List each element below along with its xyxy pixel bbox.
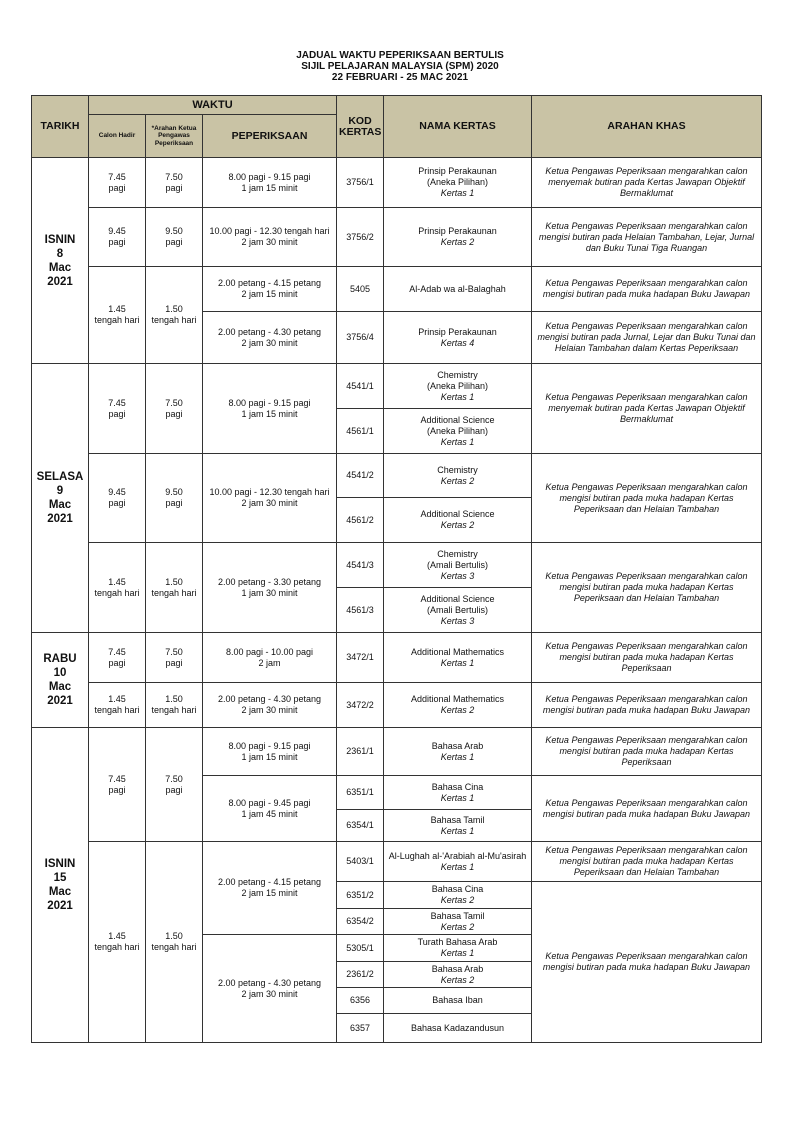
kod-kertas-cell: 3756/2	[337, 208, 384, 267]
date-cell	[32, 364, 89, 633]
cell-text: (Amali Bertulis)	[426, 559, 488, 570]
cell-text: Kertas 3	[440, 615, 475, 626]
cell-text: pagi	[165, 498, 183, 508]
date-cell	[32, 633, 89, 728]
arahan-khas-cell: Ketua Pengawas Peperiksaan mengarahkan calon mengisi butiran pada muka hadapan Kertas Peperiksaan dan Helaian Tambahan	[532, 454, 762, 543]
cell-text: 2.00 petang - 4.30 petang	[217, 977, 322, 988]
table-cell	[146, 683, 203, 728]
cell-text: Kertas 1	[440, 751, 475, 762]
table-cell	[384, 312, 532, 364]
table-cell	[384, 842, 532, 882]
cell-text: 1.50	[165, 304, 183, 314]
table-cell	[203, 158, 337, 208]
cell-text: 1.50	[165, 931, 183, 941]
arahan-khas-cell: Ketua Pengawas Peperiksaan mengarahkan calon mengisi butiran pada muka hadapan Buku Jawapan	[532, 882, 762, 1043]
kod-kertas-cell: 3756/4	[337, 312, 384, 364]
nama-kertas-cell: Al-Adab wa al-Balaghah	[384, 267, 532, 312]
cell-text: 7.50	[165, 773, 183, 784]
kod-kertas-cell: 4541/2	[337, 454, 384, 498]
table-cell	[384, 208, 532, 267]
table-cell	[384, 935, 532, 962]
table-cell	[203, 842, 337, 935]
cell-text: tengah hari	[151, 705, 197, 715]
table-cell	[203, 633, 337, 683]
table-cell	[384, 683, 532, 728]
cell-text: pagi	[108, 498, 126, 508]
cell-text: Kertas 1	[440, 948, 475, 958]
table-row	[32, 543, 762, 588]
kod-kertas-cell: 6351/2	[337, 882, 384, 909]
kod-kertas-cell: 4561/2	[337, 498, 384, 543]
cell-text: RABU	[43, 653, 77, 665]
cell-text: Bahasa Arab	[431, 740, 484, 751]
cell-text: Kertas 2	[440, 895, 475, 905]
arahan-khas-cell: Ketua Pengawas Peperiksaan mengarahkan calon menyemak butiran pada Kertas Jawapan Objektif Bermaklumat	[532, 158, 762, 208]
cell-text: tengah hari	[94, 315, 140, 325]
table-cell	[146, 454, 203, 543]
table-row	[32, 158, 762, 208]
kod-kertas-cell: 4561/1	[337, 409, 384, 454]
cell-text: 2 jam 30 minit	[241, 237, 298, 247]
cell-text: 2.00 petang - 3.30 petang	[217, 576, 322, 587]
table-cell	[89, 158, 146, 208]
table-cell	[203, 728, 337, 776]
cell-text: Kertas 1	[440, 391, 475, 402]
table-cell	[89, 842, 146, 1043]
table-cell	[203, 208, 337, 267]
cell-text: 2.00 petang - 4.15 petang	[217, 877, 322, 887]
cell-text: Kertas 4	[440, 337, 475, 348]
cell-text: Kertas 2	[440, 475, 475, 486]
nama-kertas-cell: Bahasa Kadazandusun	[384, 1014, 532, 1043]
cell-text: 2.00 petang - 4.15 petang	[217, 278, 322, 288]
cell-text: 8.00 pagi - 9.15 pagi	[228, 397, 311, 408]
cell-text: pagi	[165, 657, 183, 668]
cell-text: 8	[56, 247, 64, 260]
kod-kertas-cell: 4561/3	[337, 588, 384, 633]
table-cell	[384, 728, 532, 776]
arahan-khas-cell: Ketua Pengawas Peperiksaan mengarahkan calon mengisi butiran pada muka hadapan Kertas Peperiksaan dan Helaian Tambahan	[532, 842, 762, 882]
cell-text: 2021	[47, 695, 73, 707]
table-cell	[146, 364, 203, 454]
header-arahan-ketua: *Arahan Ketua Pengawas Peperiksaan	[146, 115, 203, 158]
kod-kertas-cell: 3472/1	[337, 633, 384, 683]
table-cell	[203, 267, 337, 312]
kod-kertas-cell: 3756/1	[337, 158, 384, 208]
cell-text: (Aneka Pilihan)	[426, 425, 489, 436]
table-cell	[146, 267, 203, 364]
exam-timetable	[31, 95, 762, 1043]
cell-text: 2.00 petang - 4.30 petang	[217, 694, 322, 704]
cell-text: Chemistry	[437, 548, 478, 559]
cell-text: 10.00 pagi - 12.30 tengah hari	[209, 226, 330, 236]
kod-kertas-cell: 5405	[337, 267, 384, 312]
cell-text: Bahasa Tamil	[430, 910, 485, 921]
arahan-khas-cell: Ketua Pengawas Peperiksaan mengarahkan calon mengisi butiran pada muka hadapan Buku Jawapan	[532, 267, 762, 312]
cell-text: Kertas 2	[440, 921, 475, 932]
cell-text: pagi	[165, 784, 183, 795]
table-cell	[146, 842, 203, 1043]
table-cell	[203, 683, 337, 728]
kod-kertas-cell: 6357	[337, 1014, 384, 1043]
table-cell	[384, 909, 532, 935]
table-cell	[203, 454, 337, 543]
table-row	[32, 633, 762, 683]
cell-text: Chemistry	[437, 464, 478, 475]
cell-text: Chemistry	[437, 369, 478, 380]
cell-text: 1 jam 15 minit	[241, 751, 298, 762]
cell-text: ISNIN	[44, 233, 76, 246]
cell-text: Additional Mathematics	[410, 694, 505, 704]
cell-text: (Aneka Pilihan)	[426, 380, 489, 391]
table-cell	[384, 962, 532, 988]
cell-text: Kertas 1	[440, 792, 475, 803]
cell-text: 8.00 pagi - 9.15 pagi	[228, 171, 311, 182]
cell-text: 1 jam 15 minit	[241, 182, 298, 193]
header-waktu: WAKTU	[89, 96, 337, 115]
cell-text: 1.50	[165, 576, 183, 587]
cell-text: 2.00 petang - 4.30 petang	[217, 326, 322, 337]
table-cell	[89, 633, 146, 683]
date-cell	[32, 728, 89, 1043]
cell-text: Bahasa Tamil	[430, 814, 485, 825]
cell-text: 1.45	[108, 931, 126, 941]
table-row	[32, 208, 762, 267]
kod-kertas-cell: 5403/1	[337, 842, 384, 882]
cell-text: pagi	[165, 182, 183, 193]
cell-text: 1.50	[165, 694, 183, 704]
cell-text: 2 jam 30 minit	[241, 988, 298, 999]
title-line-1: JADUAL WAKTU PEPERIKSAAN BERTULIS	[296, 50, 504, 61]
cell-text: Kertas 1	[440, 188, 475, 198]
header-nama-kertas: NAMA KERTAS	[384, 96, 532, 158]
cell-text: Bahasa Cina	[431, 884, 484, 894]
table-cell	[384, 409, 532, 454]
cell-text: 2 jam 15 minit	[241, 289, 298, 299]
kod-kertas-cell: 6354/2	[337, 909, 384, 935]
cell-text: (Aneka Pilihan)	[426, 177, 489, 187]
table-cell	[203, 312, 337, 364]
cell-text: tengah hari	[151, 942, 197, 952]
cell-text: 8.00 pagi - 9.15 pagi	[228, 740, 311, 751]
kod-kertas-cell: 2361/1	[337, 728, 384, 776]
cell-text: tengah hari	[94, 705, 140, 715]
cell-text: Kertas 1	[440, 436, 475, 447]
arahan-khas-cell: Ketua Pengawas Peperiksaan mengarahkan calon mengisi butiran pada Jurnal, Lejar dan Buku Tunai dan Helaian Tambahan dalam Kertas Peperiksaan	[532, 312, 762, 364]
table-cell	[146, 543, 203, 633]
table-row	[32, 842, 762, 882]
table-cell	[89, 454, 146, 543]
table-cell	[384, 158, 532, 208]
cell-text: Additional Science	[420, 414, 495, 425]
kod-kertas-cell: 4541/1	[337, 364, 384, 409]
cell-text: 2 jam	[258, 657, 281, 668]
title-line-2: SIJIL PELAJARAN MALAYSIA (SPM) 2020	[301, 61, 499, 72]
title-line-3: 22 FEBRUARI - 25 MAC 2021	[331, 72, 469, 83]
kod-kertas-cell: 3472/2	[337, 683, 384, 728]
arahan-khas-cell: Ketua Pengawas Peperiksaan mengarahkan calon mengisi butiran pada muka hadapan Kertas Peperiksaan	[532, 728, 762, 776]
cell-text: 2021	[47, 900, 73, 912]
cell-text: pagi	[165, 237, 183, 247]
cell-text: pagi	[108, 182, 126, 193]
cell-text: 9.45	[108, 487, 126, 497]
cell-text: 7.45	[108, 397, 126, 408]
cell-text: 1.45	[108, 304, 126, 314]
kod-kertas-cell: 2361/2	[337, 962, 384, 988]
cell-text: 7.45	[108, 773, 126, 784]
cell-text: 15	[53, 872, 67, 884]
table-cell	[89, 543, 146, 633]
table-cell	[89, 364, 146, 454]
table-cell	[89, 683, 146, 728]
kod-kertas-cell: 6354/1	[337, 810, 384, 842]
cell-text: Additional Mathematics	[410, 646, 505, 657]
table-cell	[384, 810, 532, 842]
table-row	[32, 267, 762, 312]
cell-text: 7.50	[165, 171, 183, 182]
kod-kertas-cell: 4541/3	[337, 543, 384, 588]
cell-text: 8.00 pagi - 9.45 pagi	[228, 797, 311, 808]
cell-text: Kertas 2	[440, 237, 475, 247]
cell-text: 2 jam 30 minit	[241, 337, 298, 348]
table-row	[32, 728, 762, 776]
table-cell	[146, 208, 203, 267]
cell-text: tengah hari	[151, 315, 197, 325]
table-cell	[146, 633, 203, 683]
cell-text: 10.00 pagi - 12.30 tengah hari	[209, 487, 330, 497]
arahan-khas-cell: Ketua Pengawas Peperiksaan mengarahkan calon mengisi butiran pada muka hadapan Kertas Peperiksaan	[532, 633, 762, 683]
cell-text: 2021	[47, 275, 73, 288]
cell-text: Prinsip Perakaunan	[418, 326, 497, 337]
header-arahan-khas: ARAHAN KHAS	[532, 96, 762, 158]
cell-text: Bahasa Cina	[431, 781, 484, 792]
cell-text: 1 jam 15 minit	[241, 408, 298, 419]
header-kod-kertas: KOD KERTAS	[337, 96, 384, 158]
date-cell	[32, 158, 89, 364]
cell-text: tengah hari	[151, 587, 197, 598]
arahan-khas-cell: Ketua Pengawas Peperiksaan mengarahkan calon mengisi butiran pada muka hadapan Buku Jawapan	[532, 776, 762, 842]
cell-text: Prinsip Perakaunan	[418, 166, 497, 176]
table-cell	[384, 588, 532, 633]
cell-text: Turath Bahasa Arab	[417, 937, 498, 947]
cell-text: Kertas 3	[440, 570, 475, 581]
kod-kertas-cell: 5305/1	[337, 935, 384, 962]
table-cell	[384, 498, 532, 543]
cell-text: Kertas 2	[440, 520, 475, 530]
cell-text: 1.45	[108, 694, 126, 704]
cell-text: pagi	[165, 408, 183, 419]
cell-text: Mac	[48, 261, 72, 274]
cell-text: 2021	[47, 513, 73, 525]
cell-text: 7.45	[108, 171, 126, 182]
header-peperiksaan: PEPERIKSAAN	[203, 115, 337, 158]
table-cell	[384, 633, 532, 683]
cell-text: 1.45	[108, 576, 126, 587]
cell-text: Al-Lughah al-'Arabiah al-Mu'asirah	[388, 850, 527, 861]
cell-text: pagi	[108, 408, 126, 419]
header-tarikh: TARIKH	[32, 96, 89, 158]
table-cell	[203, 364, 337, 454]
cell-text: pagi	[108, 237, 126, 247]
cell-text: tengah hari	[94, 587, 140, 598]
table-cell	[384, 454, 532, 498]
table-cell	[146, 158, 203, 208]
arahan-khas-cell: Ketua Pengawas Peperiksaan mengarahkan calon mengisi butiran pada muka hadapan Buku Jawapan	[532, 683, 762, 728]
table-cell	[384, 543, 532, 588]
cell-text: 9.50	[165, 226, 183, 236]
table-cell	[203, 935, 337, 1043]
cell-text: 9	[56, 485, 64, 497]
table-row	[32, 683, 762, 728]
cell-text: SELASA	[36, 471, 84, 483]
cell-text: Kertas 2	[440, 705, 475, 715]
cell-text: Mac	[48, 681, 72, 693]
cell-text: tengah hari	[94, 942, 140, 952]
cell-text: pagi	[108, 657, 126, 668]
cell-text: 10	[53, 667, 67, 679]
cell-text: 2 jam 30 minit	[241, 498, 298, 508]
cell-text: Kertas 1	[440, 861, 475, 872]
cell-text: Prinsip Perakaunan	[418, 226, 497, 236]
cell-text: 9.50	[165, 487, 183, 497]
table-cell	[203, 776, 337, 842]
kod-kertas-cell: 6351/1	[337, 776, 384, 810]
table-row	[32, 454, 762, 498]
cell-text: Additional Science	[420, 593, 495, 604]
cell-text: 7.50	[165, 646, 183, 657]
table-cell	[89, 208, 146, 267]
cell-text: 9.45	[108, 226, 126, 236]
cell-text: Mac	[48, 886, 72, 898]
table-row	[32, 364, 762, 409]
kod-kertas-cell: 6356	[337, 988, 384, 1014]
table-cell	[89, 267, 146, 364]
cell-text: Kertas 2	[440, 974, 475, 985]
table-cell	[384, 882, 532, 909]
arahan-khas-cell: Ketua Pengawas Peperiksaan mengarahkan calon mengisi butiran pada muka hadapan Kertas Peperiksaan dan Helaian Tambahan	[532, 543, 762, 633]
cell-text: 2 jam 30 minit	[241, 705, 298, 715]
cell-text: (Amali Bertulis)	[426, 604, 488, 615]
cell-text: Kertas 1	[440, 825, 475, 836]
nama-kertas-cell: Bahasa Iban	[384, 988, 532, 1014]
cell-text: 7.45	[108, 646, 126, 657]
arahan-khas-cell: Ketua Pengawas Peperiksaan mengarahkan calon menyemak butiran pada Kertas Jawapan Objektif Bermaklumat	[532, 364, 762, 454]
cell-text: 2 jam 15 minit	[241, 888, 298, 898]
header-calon-hadir: Calon Hadir	[89, 115, 146, 158]
cell-text: Mac	[48, 499, 72, 511]
table-cell	[89, 728, 146, 842]
table-cell	[146, 728, 203, 842]
page-title	[0, 50, 800, 83]
arahan-khas-cell: Ketua Pengawas Peperiksaan mengarahkan calon mengisi butiran pada Helaian Tambahan, Lejar, Jurnal dan Buku Tunai Tiga Ruangan	[532, 208, 762, 267]
cell-text: Bahasa Arab	[431, 963, 484, 974]
cell-text: ISNIN	[44, 858, 76, 870]
table-cell	[384, 776, 532, 810]
table-cell	[203, 543, 337, 633]
cell-text: pagi	[108, 784, 126, 795]
cell-text: 7.50	[165, 397, 183, 408]
cell-text: Additional Science	[420, 509, 495, 519]
cell-text: 1 jam 30 minit	[241, 587, 298, 598]
cell-text: Kertas 1	[440, 657, 475, 668]
cell-text: 8.00 pagi - 10.00 pagi	[225, 646, 314, 657]
cell-text: 1 jam 45 minit	[241, 808, 298, 819]
table-cell	[384, 364, 532, 409]
